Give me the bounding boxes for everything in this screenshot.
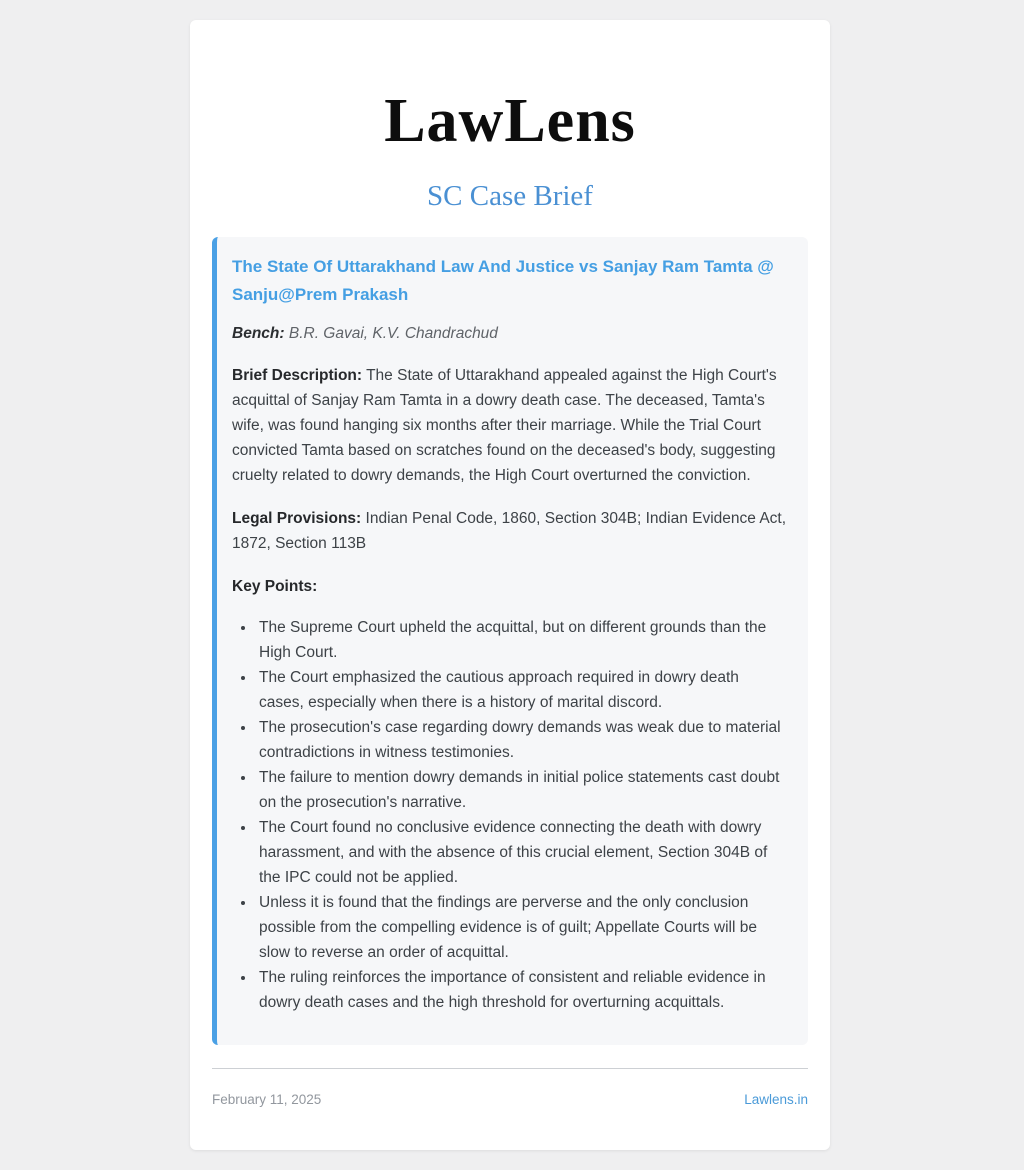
legal-provisions bbox=[232, 506, 788, 556]
bench-line bbox=[232, 323, 788, 345]
key-point-item: • The Supreme Court upheld the acquittal, but on different grounds than the High Court. bbox=[256, 615, 788, 665]
footer bbox=[212, 1092, 808, 1107]
case-title: The State Of Uttarakhand Law And Justice vs Sanjay Ram Tamta @ Sanju@Prem Prakash bbox=[232, 257, 774, 304]
key-point-item: • The Court found no conclusive evidence connecting the death with dowry harassment, and with the absence of this crucial element, Section 304B of the IPC could not be applied. bbox=[256, 815, 788, 890]
footer-divider bbox=[212, 1068, 808, 1069]
key-point-item: • The failure to mention dowry demands in initial police statements cast doubt on the prosecution's narrative. bbox=[256, 765, 788, 815]
key-point-item: • The ruling reinforces the importance of consistent and reliable evidence in dowry death cases and the high threshold for overturning acquittals. bbox=[256, 965, 788, 1015]
key-points-heading: Key Points: bbox=[232, 578, 318, 595]
document-sheet bbox=[190, 20, 830, 1150]
page-subtitle: SC Case Brief bbox=[427, 180, 593, 212]
legal-provisions-label: Legal Provisions: bbox=[232, 510, 362, 527]
key-point-item: • The prosecution's case regarding dowry demands was weak due to material contradictions in witness testimonies. bbox=[256, 715, 788, 765]
footer-date: February 11, 2025 bbox=[212, 1091, 322, 1107]
brief-description-label: Brief Description: bbox=[232, 367, 363, 384]
legal-provisions-text: Indian Penal Code, 1860, Section 304B; Indian Evidence Act, 1872, Section 113B bbox=[232, 510, 787, 552]
case-brief-card bbox=[212, 237, 808, 1045]
bench-label: Bench: bbox=[232, 325, 285, 342]
brand-title: LawLens bbox=[384, 87, 636, 155]
footer-site-link[interactable]: Lawlens.in bbox=[744, 1091, 808, 1107]
brief-description bbox=[232, 363, 788, 488]
key-point-item: • Unless it is found that the findings are perverse and the only conclusion possible from the compelling evidence is of guilt; Appellate Courts will be slow to reverse an order of acquittal. bbox=[256, 890, 788, 965]
key-point-item: • The Court emphasized the cautious approach required in dowry death cases, especially when there is a history of marital discord. bbox=[256, 665, 788, 715]
key-points-list bbox=[232, 615, 788, 1015]
bench-value: B.R. Gavai, K.V. Chandrachud bbox=[288, 325, 498, 342]
brief-description-text: The State of Uttarakhand appealed against the High Court's acquittal of Sanjay Ram Tamta in a dowry death case. The deceased, Tamta's wife, was found hanging six months after their marriage. While the Trial Court convicted Tamta based on scratches found on the deceased's body, suggesting cruelty related to dowry demands, the High Court overturned the conviction. bbox=[232, 367, 777, 484]
